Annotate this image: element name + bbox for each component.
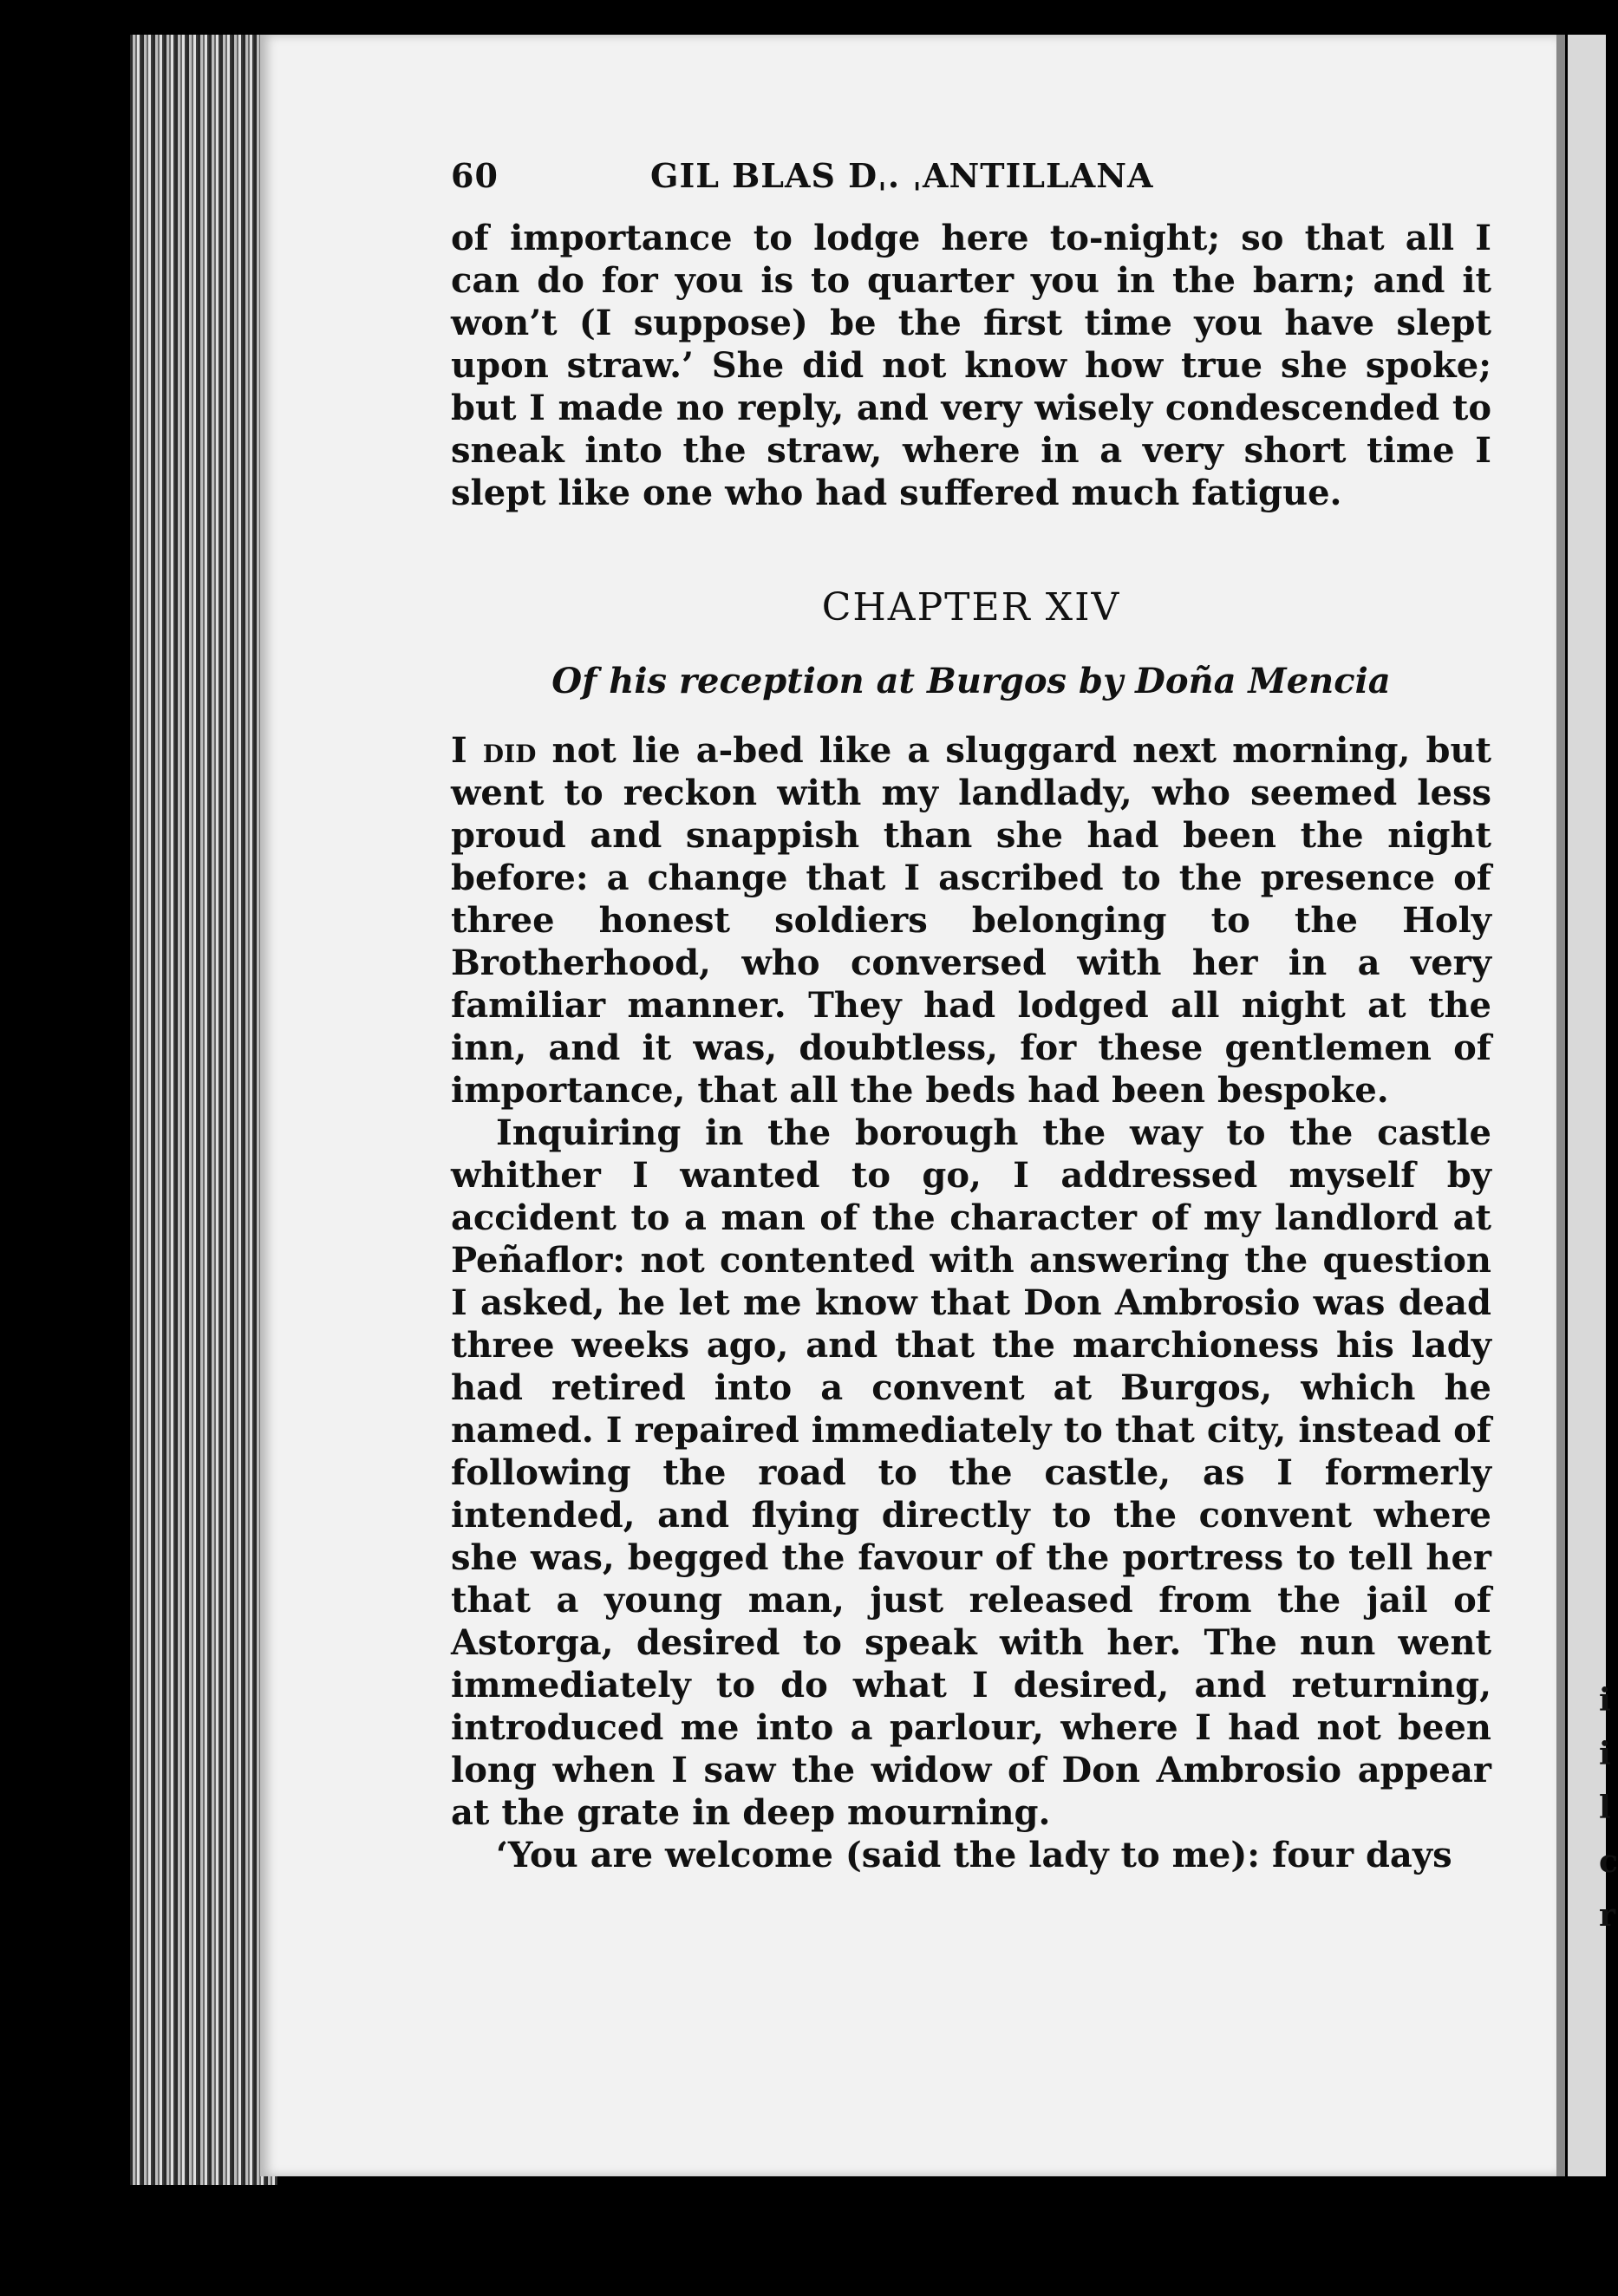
book-title: GIL BLAS Dˌ. ˌANTILLANA [650,156,1154,195]
chapter-subtitle: Of his reception at Burgos by Doña Mencia [551,661,1391,701]
next-page-fragment: i [1599,1736,1611,1772]
page-edges [130,35,277,2185]
next-page-fragment: r [1599,1897,1615,1934]
first-paragraph-text: not lie a-bed like a sluggard next morning, but went to reckon with my landlady, who seemed less proud and snappish than she had been the night before: a change that I ascribed to the presence of three honest soldiers belonging to the Holy Brotherhood, who conversed with her in a very familiar manner. They had lodged all night at the inn, and it was, doubtless, for these gentlemen of importance, that all the beds had been bespoke. [451,730,1492,1111]
chapter-first-paragraph [451,729,1491,1112]
drop-lead-words: I did [451,730,537,771]
next-page-fragment: c [1599,1843,1618,1880]
page-number: 60 [451,156,499,195]
page-text [451,156,1491,1876]
chapter-heading: CHAPTER XIV [821,585,1121,629]
chapter-third-paragraph: ‘You are welcome (said the lady to me): four days [496,1835,1452,1875]
paragraph-continued: of importance to lodge here to-night; so that all I can do for you is to quarter you in the barn; and it won’t (I suppose) be the first time you have slept upon straw.’ She did not know how true she spoke; but I made no reply, and very wisely condescended to sneak into the straw, where in a very short time I slept like one who had suffered much fatigue. [451,218,1491,513]
next-page-fragment: i [1599,1682,1611,1719]
next-page-sliver [1568,35,1618,2176]
next-page-fragment: l [1599,1790,1611,1826]
running-head [451,156,1491,217]
chapter-second-paragraph: Inquiring in the borough the way to the castle whither I wanted to go, I addressed myself by accident to a man of the character of my landlord at Peñaflor: not contented with answering the question I asked, he let me know that Don Ambrosio was dead three weeks ago, and that the marchioness his lady had retired into a convent at Burgos, which he named. I repaired immediately to that city, instead of following the road to the castle, as I formerly intended, and flying directly to the convent where she was, begged the favour of the portress to tell her that a young man, just released from the jail of Astorga, desired to speak with her. The nun went immediately to do what I desired, and returning, introduced me into a parlour, where I had not been long when I saw the widow of Don Ambrosio appear at the grate in deep mourning. [451,1112,1491,1833]
